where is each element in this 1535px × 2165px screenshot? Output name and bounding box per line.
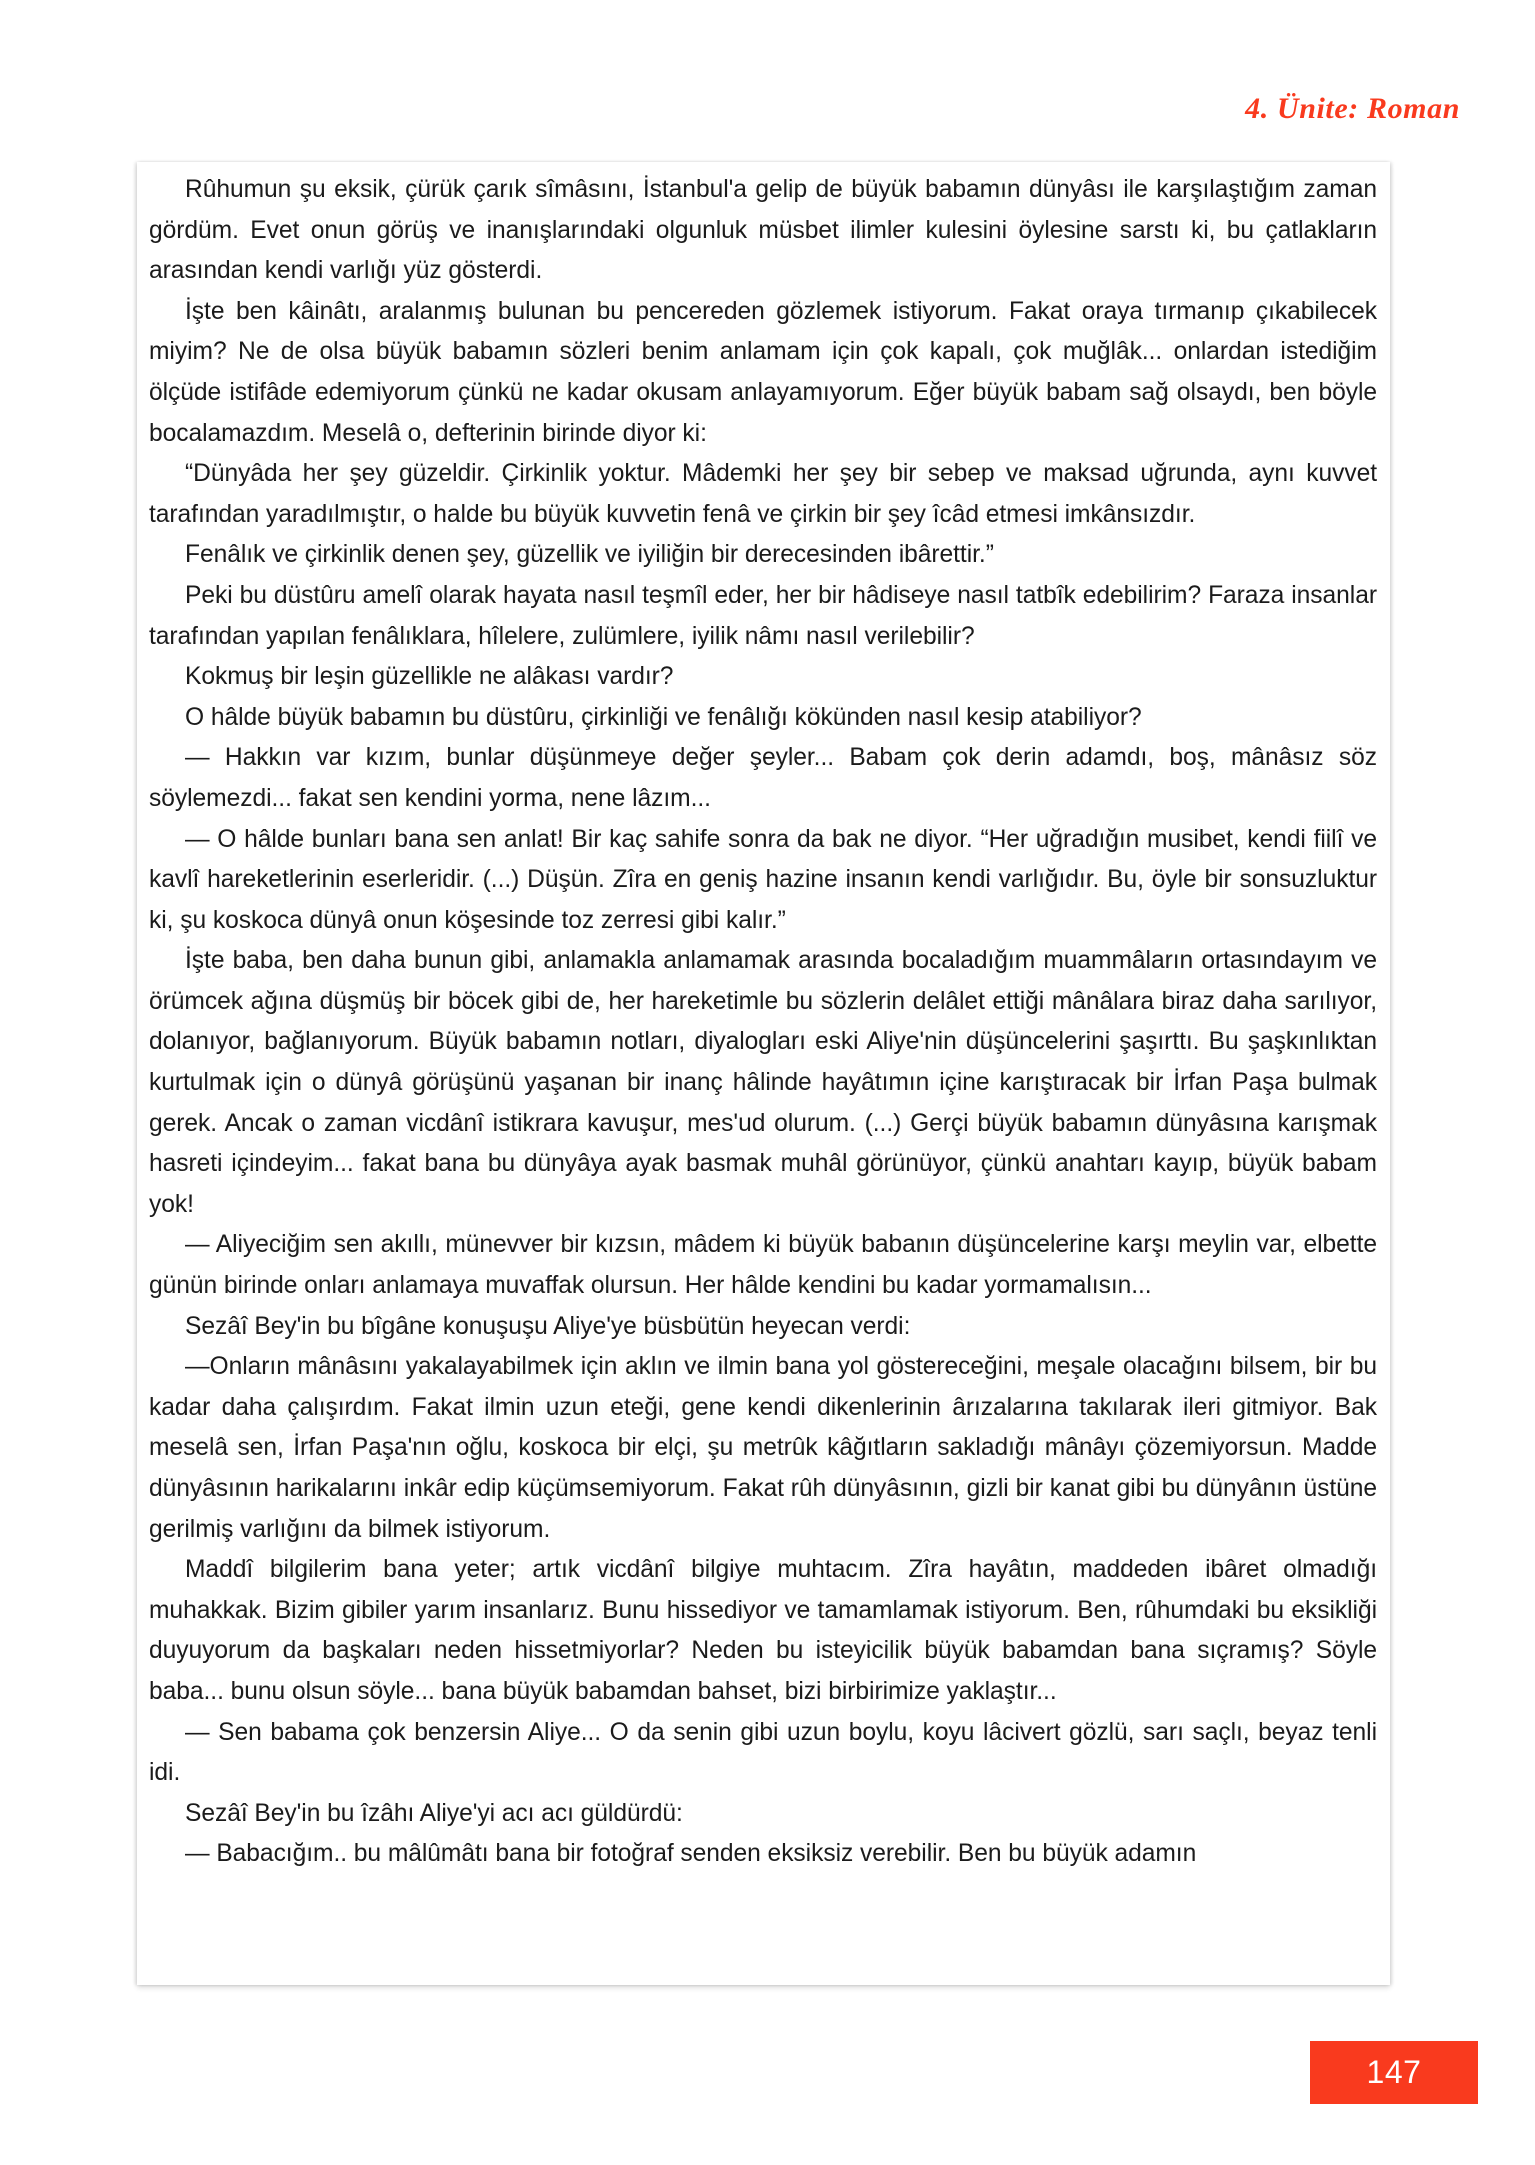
- page-number-badge: 147: [1310, 2041, 1478, 2104]
- paragraph: Peki bu düstûru amelî olarak hayata nasıl teşmîl eder, her bir hâdiseye nasıl tatbîk edebilirim? Faraza insanlar tarafından yapılan fenâlıklara, hîlelere, zulümlere, iyilik nâmı nasıl verilebilir?: [149, 581, 1377, 650]
- paragraph: Kokmuş bir leşin güzellikle ne alâkası vardır?: [185, 663, 674, 691]
- dialogue-line: — Sen babama çok benzersin Aliye... O da senin gibi uzun boylu, koyu lâcivert gözlü, sarı saçlı, beyaz tenli idi.: [149, 1718, 1377, 1787]
- dialogue-line: — Hakkın var kızım, bunlar düşünmeye değer şeyler... Babam çok derin adamdı, boş, mânâsız söz söylemezdi... fakat sen kendini yorma, nene lâzım...: [149, 744, 1377, 812]
- dialogue-line: — O hâlde bunları bana sen anlat! Bir kaç sahife sonra da bak ne diyor. “Her uğradığın musibet, kendi fiilî ve kavlî hareketlerinin eserleridir. (...) Düşün. Zîra en geniş hazine insanın kendi varlığıdır. Bu, öyle bir sonsuzluktur ki, şu koskoca dünyâ onun köşesinde toz zerresi gibi kalır.”: [149, 825, 1377, 934]
- paragraph: İşte baba, ben daha bunun gibi, anlamakla anlamamak arasında bocaladığım muammâların ortasındayım ve örümcek ağına düşmüş bir böcek gibi de, her hareketimle bu sözlerin delâlet ettiği mânâlara biraz daha sarılıyor, dolanıyor, bağlanıyorum. Büyük babamın notları, diyalogları eski Aliye'nin düşüncelerini şaşırttı. Bu şaşkınlıktan kurtulmak için o dünyâ görüşünü yaşanan bir inanç hâlinde hayâtımın içine karıştıracak bir İrfan Paşa bulmak gerek. Ancak o zaman vicdânî istikrara kavuşur, mes'ud olurum. (...) Gerçi büyük babamın dünyâsına karışmak hasreti içindeyim... fakat bana bu dünyâya ayak basmak muhâl görünüyor, çünkü anahtarı kayıp, büyük babam yok!: [149, 947, 1377, 1218]
- paragraph: O hâlde büyük babamın bu düstûru, çirkinliği ve fenâlığı kökünden nasıl kesip atabiliyor?: [185, 703, 1142, 731]
- paragraph: Sezâî Bey'in bu îzâhı Aliye'yi acı acı güldürdü:: [185, 1799, 683, 1827]
- dialogue-line: — Babacığım.. bu mâlûmâtı bana bir fotoğraf senden eksiksiz verebilir. Ben bu büyük adamın: [185, 1840, 1197, 1868]
- paragraph: Sezâî Bey'in bu bîgâne konuşuşu Aliye'ye büsbütün heyecan verdi:: [185, 1312, 911, 1340]
- paragraph: Maddî bilgilerim bana yeter; artık vicdânî bilgiye muhtacım. Zîra hayâtın, maddeden ibâret olmadığı muhakkak. Bizim gibiler yarım insanlarız. Bunu hissediyor ve tamamlamak istiyorum. Ben, rûhumdaki bu eksikliği duyuyorum da başkaları neden hissetmiyorlar? Neden bu isteyicilik büyük babamdan bana sıçramış? Söyle baba... bunu olsun söyle... bana büyük babamdan bahset, bizi birbirimize yaklaştır...: [149, 1556, 1377, 1705]
- content-frame: [137, 162, 1390, 1985]
- running-head-unit-title: 4. Ünite: Roman: [1245, 92, 1460, 125]
- paragraph: Rûhumun şu eksik, çürük çarık sîmâsını, İstanbul'a gelip de büyük babamın dünyâsı ile karşılaştığım zaman gördüm. Evet onun görüş ve inanışlarındaki olgunluk müsbet ilimler kulesini öylesine sarstı ki, bu çatlakların arasından kendi varlığı yüz gösterdi.: [149, 176, 1377, 285]
- paragraph-quote-open: “Dünyâda her şey güzeldir. Çirkinlik yoktur. Mâdemki her şey bir sebep ve maksad uğrunda, aynı kuvvet tarafından yaradılmıştır, o halde bu büyük kuvvetin fenâ ve çirkin bir şey îcâd etmesi imkânsızdır.: [149, 460, 1377, 528]
- paragraph-quote-close: Fenâlık ve çirkinlik denen şey, güzellik ve iyiliğin bir derecesinden ibârettir.”: [185, 541, 994, 569]
- body-text-column: [149, 170, 1377, 1875]
- dialogue-line: —Onların mânâsını yakalayabilmek için aklın ve ilmin bana yol göstereceğini, meşale olacağını bilsem, bir bu kadar daha çalışırdım. Fakat ilmin uzun eteği, gene kendi dikenlerinin ârızalarına takılarak ileri gitmiyor. Bak meselâ sen, İrfan Paşa'nın oğlu, koskoca bir elçi, şu metrûk kâğıtların sakladığı mânâyı çözemiyorsun. Madde dünyâsının harikalarını inkâr edip küçümsemiyorum. Fakat rûh dünyâsının, gizli bir kanat gibi bu dünyânın üstüne gerilmiş varlığını da bilmek istiyorum.: [149, 1353, 1377, 1543]
- paragraph: İşte ben kâinâtı, aralanmış bulunan bu pencereden gözlemek istiyorum. Fakat oraya tırmanıp çıkabilecek miyim? Ne de olsa büyük babamın sözleri benim anlamam için çok kapalı, çok muğlâk... onlardan istediğim ölçüde istifâde edemiyorum çünkü ne kadar okusam anlayamıyorum. Eğer büyük babam sağ olsaydı, ben böyle bocalamazdım. Meselâ o, defterinin birinde diyor ki:: [149, 297, 1377, 447]
- dialogue-line: — Aliyeciğim sen akıllı, münevver bir kızsın, mâdem ki büyük babanın düşüncelerine karşı meylin var, elbette günün birinde onları anlamaya muvaffak olursun. Her hâlde kendini bu kadar yormamalısın...: [149, 1231, 1377, 1300]
